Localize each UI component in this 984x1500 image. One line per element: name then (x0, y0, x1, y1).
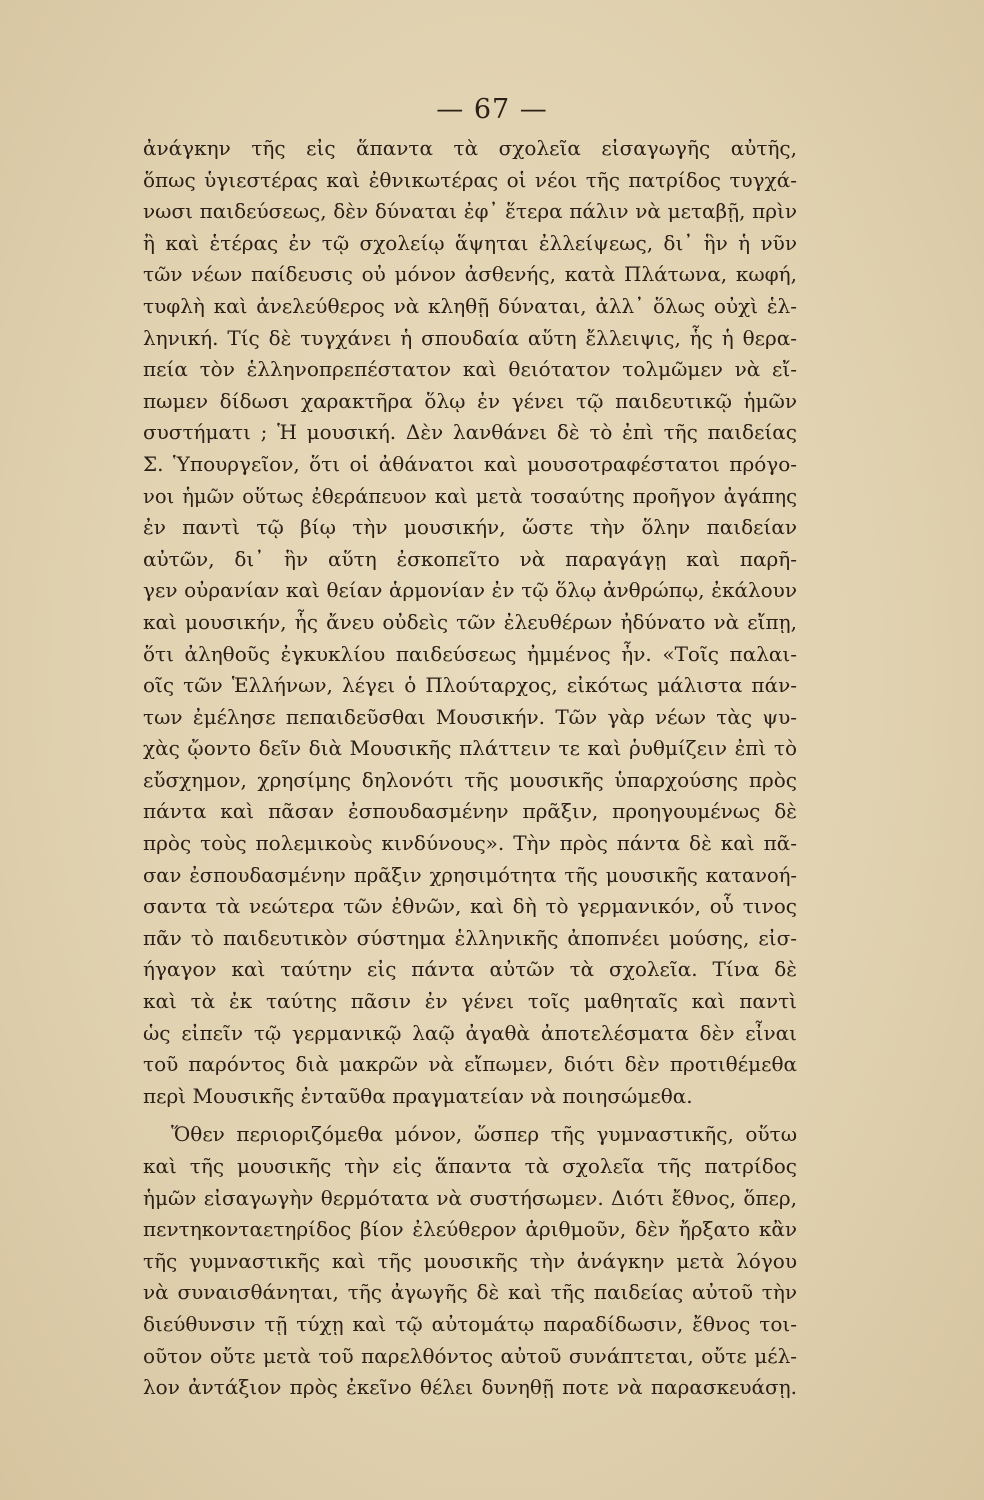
text-line: καὶ τῆς μουσικῆς τὴν εἰς ἅπαντα τὰ σχολεῖα τῆς πατρίδος (143, 1154, 797, 1178)
text-line: των ἐμέλησε πεπαιδεῦσθαι Μουσικήν. Τῶν γὰρ νέων τὰς ψυ- (143, 704, 797, 729)
text-line: καὶ τὰ ἐκ ταύτης πᾶσιν ἐν γένει τοῖς μαθηταῖς καὶ παντὶ (143, 989, 797, 1014)
text-line: ὅπως ὑγιεστέρας καὶ ἐθνικωτέρας οἱ νέοι τῆς πατρίδος τυγχά- (143, 167, 797, 192)
text-line: ληνική. Τίς δὲ τυγχάνει ἡ σπουδαία αὕτη ἔλλειψις, ἧς ἡ θερα- (143, 325, 797, 350)
text-line: αὐτῶν, δι᾽ ἣν αὕτη ἐσκοπεῖτο νὰ παραγάγῃ καὶ παρῆ- (143, 546, 797, 571)
text-line: ἡμῶν εἰσαγωγὴν θερμότατα νὰ συστήσωμεν. Διότι ἔθνος, ὅπερ, (143, 1185, 797, 1210)
text-line: πωμεν δίδωσι χαρακτῆρα ὅλῳ ἐν γένει τῷ παιδευτικῷ ἡμῶν (143, 388, 797, 413)
text-line: πεντηκονταετηρίδος βίον ἐλεύθερον ἀριθμοῦν, δὲν ἤρξατο κἂν (143, 1217, 797, 1242)
text-line: οῦτον οὔτε μετὰ τοῦ παρελθόντος αὐτοῦ συνάπτεται, οὔτε μέλ- (143, 1343, 797, 1368)
text-line: περὶ Μουσικῆς ἐνταῦθα πραγματείαν νὰ ποιησώμεθα. (143, 1083, 693, 1108)
text-line: ὡς εἰπεῖν τῷ γερμανικῷ λαῷ ἀγαθὰ ἀποτελέσματα δὲν εἶναι (143, 1020, 797, 1045)
text-line: νὰ συναισθάνηται, τῆς ἀγωγῆς δὲ καὶ τῆς παιδείας αὐτοῦ τὴν (143, 1280, 797, 1305)
text-line: πρὸς τοὺς πολεμικοὺς κινδύνους». Τὴν πρὸς πάντα δὲ καὶ πᾶ- (143, 831, 797, 856)
body-text (143, 133, 797, 1404)
text-line: καὶ μουσικήν, ἧς ἄνευ οὐδεὶς τῶν ἐλευθέρων ἠδύνατο νὰ εἴπῃ, (143, 609, 797, 634)
text-line: ἀνάγκην τῆς εἰς ἅπαντα τὰ σχολεῖα εἰσαγωγῆς αὐτῆς, (143, 136, 797, 160)
text-line: τυφλὴ καὶ ἀνελεύθερος νὰ κληθῇ δύναται, ἀλλ᾽ ὅλως οὐχὶ ἑλ- (143, 293, 797, 318)
text-line: ἢ καὶ ἑτέρας ἐν τῷ σχολείῳ ἅψηται ἐλλείψεως, δι᾽ ἣν ἡ νῦν (143, 230, 797, 255)
text-line: νωσι παιδεύσεως, δὲν δύναται ἐφ᾽ ἕτερα πάλιν νὰ μεταβῇ, πρὶν (143, 199, 797, 224)
text-line: σαντα τὰ νεώτερα τῶν ἐθνῶν, καὶ δὴ τὸ γερμανικόν, οὗ τινος (143, 894, 797, 919)
text-line: τῶν νέων παίδευσις οὐ μόνον ἀσθενής, κατὰ Πλάτωνα, κωφή, (143, 262, 797, 287)
text-line: πάντα καὶ πᾶσαν ἐσπουδασμένην πρᾶξιν, προηγουμένως δὲ (143, 799, 797, 824)
text-line: πᾶν τὸ παιδευτικὸν σύστημα ἑλληνικῆς ἀποπνέει μούσης, εἰσ- (143, 925, 797, 950)
text-line: συστήματι ; Ἡ μουσική. Δὲν λανθάνει δὲ τὸ ἐπὶ τῆς παιδείας (143, 420, 797, 445)
paragraph-1 (143, 133, 797, 1112)
text-line: πεία τὸν ἑλληνοπρεπέστατον καὶ θειότατον τολμῶμεν νὰ εἴ- (143, 357, 797, 382)
text-line: Ὅθεν περιοριζόμεθα μόνον, ὥσπερ τῆς γυμναστικῆς, οὕτω (171, 1122, 797, 1147)
text-line: τῆς γυμναστικῆς καὶ τῆς μουσικῆς τὴν ἀνάγκην μετὰ λόγου (143, 1248, 797, 1273)
text-line: οῖς τῶν Ἑλλήνων, λέγει ὁ Πλούταρχος, εἰκότως μάλιστα πάν- (143, 673, 797, 698)
paragraph-2 (143, 1119, 797, 1403)
text-line: λον ἀντάξιον πρὸς ἐκεῖνο θέλει δυνηθῇ ποτε νὰ παρασκευάσῃ. (143, 1375, 797, 1400)
text-line: διεύθυνσιν τῇ τύχῃ καὶ τῷ αὐτομάτῳ παραδίδωσιν, ἔθνος τοι- (143, 1311, 797, 1336)
text-line: ἐν παντὶ τῷ βίῳ τὴν μουσικήν, ὥστε τὴν ὅλην παιδείαν (143, 515, 797, 540)
text-line: ήγαγον καὶ ταύτην εἰς πάντα αὐτῶν τὰ σχολεῖα. Τίνα δὲ (143, 957, 797, 982)
text-line: Σ. Ὑπουργεῖον, ὅτι οἱ ἀθάνατοι καὶ μουσοτραφέστατοι πρόγο- (143, 451, 797, 476)
text-line: χὰς ᾤοντο δεῖν διὰ Μουσικῆς πλάττειν τε καὶ ῥυθμίζειν ἐπὶ τὸ (143, 736, 797, 761)
text-line: νοι ἡμῶν οὕτως ἐθεράπευον καὶ μετὰ τοσαύτης προῆγον ἀγάπης (143, 484, 797, 508)
text-line: σαν ἐσπουδασμένην πρᾶξιν χρησιμότητα τῆς μουσικῆς κατανοή- (143, 863, 797, 887)
text-line: τοῦ παρόντος διὰ μακρῶν νὰ εἴπωμεν, διότι δὲν προτιθέμεθα (143, 1052, 797, 1077)
paragraph-gap (143, 1112, 797, 1119)
page-number: — 67 — (436, 94, 548, 125)
text-line: εὔσχημον, χρησίμης δηλονότι τῆς μουσικῆς ὑπαρχούσης πρὸς (143, 767, 797, 792)
text-line: ὅτι ἀληθοῦς ἐγκυκλίου παιδεύσεως ἠμμένος ἦν. «Τοῖς παλαι- (143, 641, 797, 666)
text-line: γεν οὐρανίαν καὶ θείαν ἁρμονίαν ἐν τῷ ὅλῳ ἀνθρώπῳ, ἐκάλουν (143, 578, 797, 603)
